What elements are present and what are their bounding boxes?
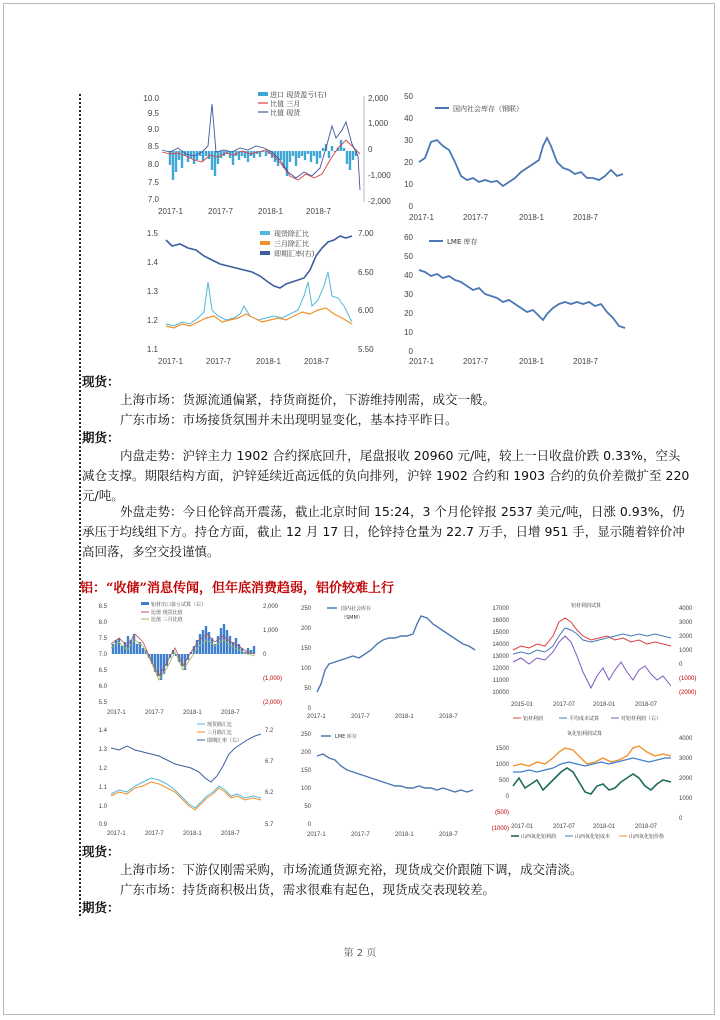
y-tick: 0 [408, 202, 413, 211]
y-tick: 0 [408, 347, 413, 356]
y-tick: 500 [498, 778, 509, 784]
legend-label: 即期汇率（右） [207, 738, 243, 744]
y-tick: 7.0 [98, 652, 107, 658]
legend-label: 现货除汇比 [274, 230, 309, 238]
y-axis-right [679, 606, 696, 696]
y-tick: 8.0 [98, 620, 107, 626]
y2-tick: (2,000) [263, 700, 283, 706]
y2-tick: 4000 [679, 606, 693, 612]
x-tick: 2018-1 [395, 832, 414, 838]
spot-pnl-bars [170, 140, 356, 180]
y-tick: 50 [304, 804, 311, 810]
zinc-futures-foreign: 外盘走势：今日伦锌高开震荡，截止北京时间 15:24，3 个月伦锌报 2537 美元/吨，日涨 0.93%，仍承压于均线组下方。持仓方面，截止 12 月 17 日，伦锌持仓量为 22.7 万手，日增 951 手，显示随着锌价冲高回落，多空交投谨慎。 [82, 504, 685, 559]
y2-tick: 1,000 [368, 119, 389, 128]
y-tick: 1.3 [146, 287, 158, 296]
y-tick: 1000 [495, 762, 509, 768]
x-tick: 2018-7 [439, 832, 458, 838]
x-tick: 2018-01 [593, 824, 616, 830]
zinc-lme-inventory-chart [395, 232, 645, 366]
y-tick: 50 [304, 686, 311, 692]
y-tick: 6.0 [98, 684, 107, 690]
x-tick: 2018-1 [183, 831, 202, 837]
legend-label: 三月除汇比 [207, 730, 233, 736]
x-tick: 2017-7 [351, 832, 370, 838]
chart-legend [258, 90, 327, 117]
y-tick: 200 [300, 750, 311, 756]
y2-tick: 0 [679, 816, 683, 822]
x-tick: 2018-7 [573, 357, 598, 366]
x-axis [511, 824, 658, 830]
x-axis [158, 357, 329, 366]
y-tick: 50 [404, 92, 413, 101]
x-tick: 2018-7 [439, 714, 458, 720]
chart-title: LME 库存 [447, 238, 478, 246]
lme-inventory-line [419, 270, 625, 328]
y-tick: 5.5 [98, 700, 107, 706]
al-export-ratio-chart [85, 600, 285, 720]
y-axis-right [265, 728, 274, 828]
inventory-line [419, 138, 623, 186]
x-tick: 2018-7 [306, 207, 331, 216]
x-tick: 2017-1 [409, 357, 434, 366]
legend-label: 山西氧化铝利润 [521, 834, 557, 840]
legend-label: 即期汇率(右) [274, 250, 315, 258]
y-tick: 200 [300, 626, 311, 632]
zinc-spot-guangdong: 广东市场：市场接货氛围并未出现明显变化，基本持平昨日。 [120, 412, 458, 427]
y2-tick: -1,000 [368, 171, 391, 180]
legend-label: 比值 现货比值 [151, 610, 183, 616]
y-axis [301, 606, 312, 712]
al-lme-line [317, 754, 473, 792]
y-tick: 17000 [492, 606, 509, 612]
x-axis [307, 832, 458, 838]
y-axis-right [263, 604, 282, 706]
x-tick: 2018-07 [635, 824, 658, 830]
chart-title: 氧化铝利润试算 [567, 731, 603, 737]
export-pnl-bars [113, 624, 254, 680]
al-profit-chart [487, 600, 697, 728]
al-exchange-ratio-chart [85, 720, 285, 838]
y-tick: 0 [505, 794, 509, 800]
page-number: 第 2 页 [343, 948, 377, 959]
y-tick: 60 [404, 233, 413, 242]
zinc-futures-header: 期货： [82, 430, 120, 445]
y2-tick: 0 [679, 662, 683, 668]
ratio-spot-line [162, 104, 360, 190]
chart-title: 铝材利润试算 [571, 603, 602, 609]
x-tick: 2017-7 [145, 831, 164, 837]
y2-tick: 7.2 [265, 728, 274, 734]
chart-title: 国内社会库存（钢联） [453, 105, 523, 113]
y-tick: 30 [404, 136, 413, 145]
y-axis-right [358, 229, 374, 354]
x-tick: 2018-1 [395, 714, 414, 720]
y-tick: 1.2 [146, 316, 158, 325]
chart-title: LME 库存 [335, 734, 357, 740]
y2-tick: (2000) [679, 690, 697, 696]
legend-label: 比值 现货 [270, 109, 301, 117]
legend-label: 进口 现货盈亏(右) [270, 91, 327, 99]
y-tick: 8.5 [147, 142, 159, 151]
al-spot-shanghai: 上海市场：下游仅刚需采购，市场流通货源充裕，现货成交价跟随下调，成交清淡。 [120, 862, 583, 877]
y-axis [301, 732, 312, 828]
y-tick: 1.4 [146, 258, 158, 267]
y-tick: 8.5 [98, 604, 107, 610]
y-tick: 1.4 [98, 728, 107, 734]
al-price-line [513, 618, 671, 650]
x-tick: 2017-1 [158, 207, 183, 216]
y-tick: 13000 [492, 654, 509, 660]
y-tick: 10 [404, 328, 413, 337]
x-tick: 2017-7 [208, 207, 233, 216]
legend-swatch [260, 231, 270, 235]
legend-swatch-bar [258, 92, 268, 96]
y2-tick: 2,000 [368, 94, 389, 103]
x-tick: 2017-7 [463, 213, 488, 222]
x-tick: 2015-01 [511, 702, 534, 708]
chart-legend [197, 721, 242, 744]
x-tick: 2018-1 [519, 357, 544, 366]
legend-label: 对铝材利润（右） [621, 716, 662, 722]
x-tick: 2018-7 [573, 213, 598, 222]
y2-tick: 2000 [679, 634, 693, 640]
y-tick: 30 [404, 290, 413, 299]
margin-dotted-line [79, 94, 81, 916]
y-tick: 1.3 [98, 747, 107, 753]
y2-tick: 6.7 [265, 759, 274, 765]
y2-tick: 0 [368, 145, 373, 154]
y-tick: 20 [404, 309, 413, 318]
x-tick: 2018-07 [635, 702, 658, 708]
y-tick: 100 [300, 666, 311, 672]
y-tick: 11000 [492, 678, 509, 684]
y-tick: 10 [404, 180, 413, 189]
y2-tick: (1,000) [263, 676, 283, 682]
y-tick: 1.2 [98, 766, 107, 772]
y-tick: 14000 [492, 642, 509, 648]
x-tick: 2017-7 [351, 714, 370, 720]
y2-tick: 2,000 [263, 604, 279, 610]
legend-label: 铝材出口盈亏试算（右） [151, 602, 207, 608]
y-axis-left [147, 229, 159, 354]
y-tick: 250 [300, 606, 311, 612]
y-tick: 1.0 [98, 804, 107, 810]
y-tick: 7.5 [147, 178, 159, 187]
y-tick: 9.5 [147, 109, 159, 118]
x-axis [307, 714, 458, 720]
y-tick: 16000 [492, 618, 509, 624]
y2-tick: 6.50 [358, 268, 374, 277]
legend-swatch [260, 241, 270, 245]
legend-label: 山西氧化铝成本 [575, 834, 611, 840]
y2-tick: 0 [263, 652, 267, 658]
aluminum-section-title: 铝：“收储”消息传闻，但年底消费趋弱，铝价较难上行 [80, 581, 394, 596]
legend-swatch [260, 251, 270, 255]
y2-tick: -2,000 [368, 197, 391, 206]
legend-label: 山西氧化铝价格 [629, 834, 665, 840]
y-tick: 1.1 [146, 345, 158, 354]
three-month-ratio-line [166, 308, 352, 328]
legend-label: 现货除汇比 [207, 722, 233, 728]
y-axis [404, 92, 413, 211]
y-tick: 12000 [492, 666, 509, 672]
x-tick: 2018-7 [221, 710, 240, 716]
y-axis-left [492, 746, 510, 832]
x-tick: 2017-1 [307, 832, 326, 838]
y-axis-right [368, 94, 391, 206]
y-tick: 7.5 [98, 636, 107, 642]
legend-swatch [141, 602, 149, 605]
x-tick: 2017-1 [409, 213, 434, 222]
y2-tick: (1000) [679, 676, 697, 682]
alumina-profit-chart [487, 728, 697, 842]
zinc-spot-shanghai: 上海市场：货源流通偏紧，持货商挺价，下游维持刚需，成交一般。 [120, 392, 496, 407]
y-tick: 150 [300, 646, 311, 652]
x-tick: 2017-7 [463, 357, 488, 366]
y-tick: 50 [404, 252, 413, 261]
y-tick: 0 [307, 706, 311, 712]
y2-tick: 4000 [679, 736, 693, 742]
x-tick: 2017-07 [553, 824, 576, 830]
x-axis [158, 207, 331, 216]
x-tick: 2017-07 [553, 702, 576, 708]
x-tick: 2017-01 [511, 824, 534, 830]
al-three-ratio-line [111, 782, 261, 810]
al-lme-inventory-chart [293, 728, 489, 838]
x-axis [107, 831, 240, 837]
x-tick: 2018-1 [258, 207, 283, 216]
al-domestic-inventory-chart [293, 600, 489, 722]
y2-tick: 7.00 [358, 229, 374, 238]
x-tick: 2017-1 [107, 831, 126, 837]
chart-legend [513, 715, 661, 722]
zinc-spot-header: 现货： [82, 374, 120, 389]
y-tick: 40 [404, 114, 413, 123]
y-axis-left [99, 728, 108, 828]
y2-tick: 2000 [679, 776, 693, 782]
y2-tick: 3000 [679, 756, 693, 762]
y2-tick: 3000 [679, 620, 693, 626]
y-tick: 0 [307, 822, 311, 828]
y2-tick: 6.00 [358, 306, 374, 315]
x-tick: 2017-7 [206, 357, 231, 366]
y-tick: 7.0 [147, 195, 159, 204]
x-tick: 2017-1 [107, 710, 126, 716]
chart-title: 国内社会库存 [341, 606, 372, 612]
x-tick: 2018-1 [256, 357, 281, 366]
x-tick: 2018-1 [519, 213, 544, 222]
y-tick: 8.0 [147, 160, 159, 169]
fx-rate-line [166, 236, 352, 288]
y-axis [404, 233, 413, 356]
al-futures-header: 期货： [82, 900, 120, 915]
legend-label: 比值 三月比值 [151, 617, 183, 623]
y-tick: 0.9 [98, 822, 107, 828]
y2-tick: 1,000 [263, 628, 279, 634]
x-tick: 2018-1 [183, 710, 202, 716]
y-axis-right [679, 736, 693, 822]
y-axis-left [99, 604, 108, 706]
legend-label: 比值 三月 [270, 100, 301, 108]
y2-tick: 1000 [679, 648, 693, 654]
y-tick: (500) [494, 810, 509, 816]
legend-label: 平均成本试算 [569, 716, 600, 722]
legend-label: 铝材利润 [523, 716, 544, 722]
y-tick: 250 [300, 732, 311, 738]
x-axis [107, 710, 240, 716]
y-tick: 1.1 [98, 785, 107, 791]
y-tick: 10000 [492, 690, 509, 696]
x-tick: 2018-01 [593, 702, 616, 708]
y-tick: 9.0 [147, 125, 159, 134]
y2-tick: 6.2 [265, 790, 274, 796]
y-tick: 100 [300, 786, 311, 792]
y-tick: 1500 [495, 746, 509, 752]
y-tick: 40 [404, 271, 413, 280]
x-tick: 2018-7 [304, 357, 329, 366]
al-spot-header: 现货： [82, 844, 120, 859]
x-axis [409, 357, 598, 366]
y-tick: 15000 [492, 630, 509, 636]
y-axis-left [143, 94, 159, 204]
al-inventory-line [317, 616, 475, 692]
y2-tick: 5.50 [358, 345, 374, 354]
x-tick: 2017-1 [307, 714, 326, 720]
chart-legend [141, 601, 206, 623]
chart-legend [260, 229, 315, 258]
y-tick: 1.5 [146, 229, 158, 238]
y-tick: (1000) [491, 826, 509, 832]
al-cost-line [513, 628, 671, 654]
chart-subtitle: （SMM） [341, 615, 363, 621]
zinc-futures-domestic: 内盘走势：沪锌主力 1902 合约探底回升，尾盘报收 20960 元/吨，较上一日收盘价跌 0.33%，空头减仓支撑。期限结构方面，沪锌延续近高远低的负向排列，沪锌 1902 合约和 1903 合约的负价差微扩至 220 元/吨。 [82, 448, 690, 503]
y2-tick: 5.7 [265, 822, 274, 828]
zinc-domestic-inventory-chart [395, 90, 645, 220]
x-tick: 2017-1 [158, 357, 183, 366]
y-tick: 6.5 [98, 668, 107, 674]
x-axis [511, 702, 658, 708]
x-tick: 2017-7 [145, 710, 164, 716]
legend-label: 三月除汇比 [274, 240, 309, 248]
x-tick: 2018-7 [221, 831, 240, 837]
zinc-ratio-chart [140, 90, 390, 220]
al-spot-guangdong: 广东市场：持货商积极出货，需求很难有起色，现货成交表现较差。 [120, 882, 496, 897]
y-tick: 150 [300, 768, 311, 774]
spot-ratio-line [166, 272, 352, 326]
y-axis-left [492, 606, 509, 696]
y2-tick: 1000 [679, 796, 693, 802]
alumina-price-line [513, 746, 671, 766]
y-tick: 20 [404, 158, 413, 167]
y-tick: 10.0 [143, 94, 159, 103]
alumina-cost-line [513, 758, 671, 772]
zinc-exchange-ratio-chart [140, 226, 390, 366]
chart-legend [511, 833, 664, 840]
ratio-three-month-line [162, 140, 360, 180]
